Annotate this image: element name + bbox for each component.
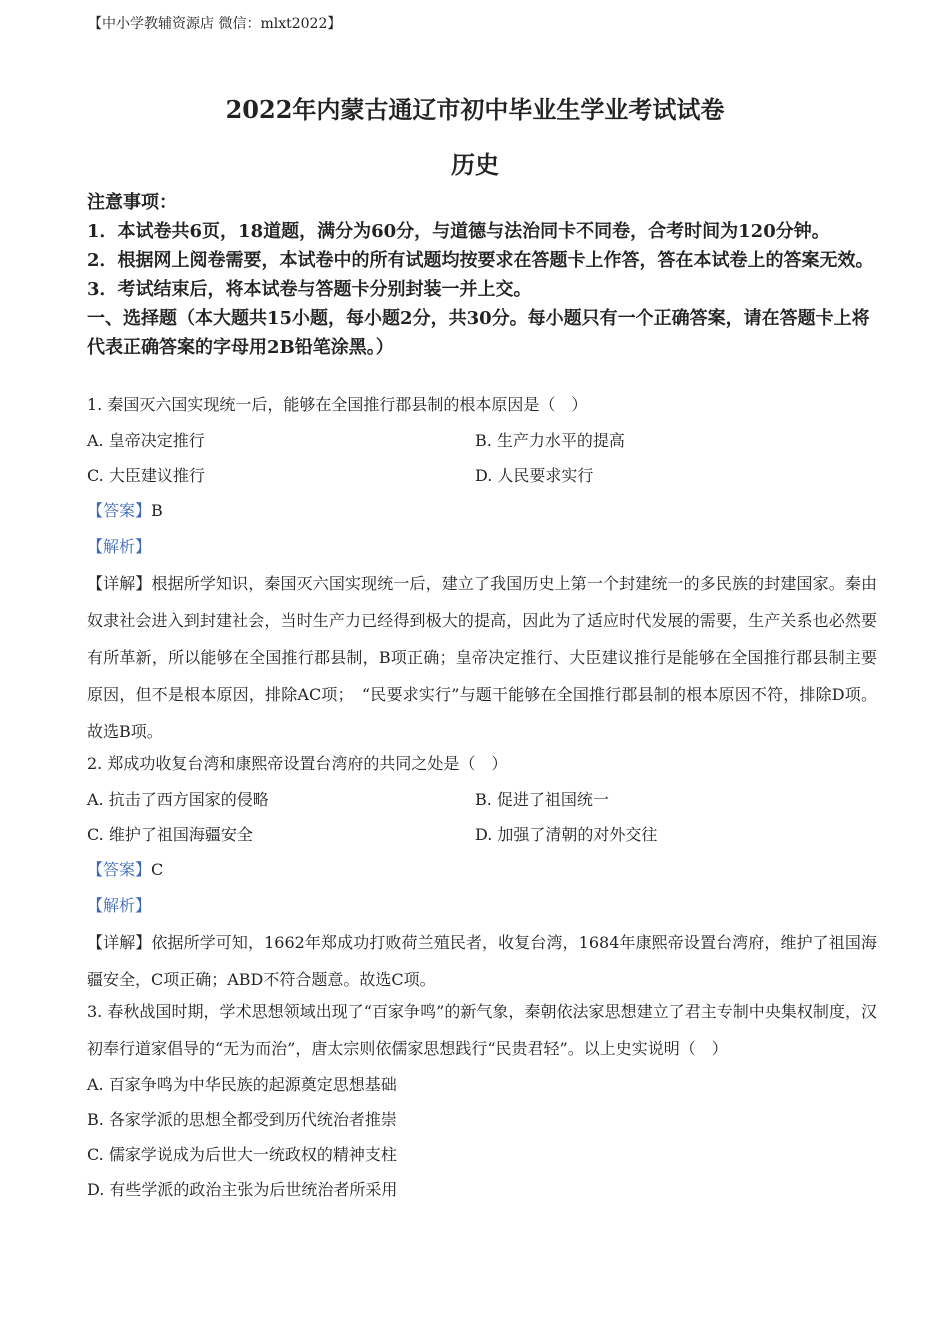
options-row	[87, 458, 877, 493]
section-heading: 一、选择题（本大题共15小题，每小题2分，共30分。每小题只有一个正确答案，请在答题卡上将代表正确答案的字母用2B铅笔涂黑。）	[87, 308, 870, 358]
answer-line	[87, 852, 877, 888]
option-d: D. 人民要求实行	[475, 466, 594, 485]
option-d-row	[87, 1172, 877, 1207]
option-a: A. 百家争鸣为中华民族的起源奠定思想基础	[87, 1075, 397, 1094]
header-note: 【中小学教辅资源店 微信：mlxt2022】	[88, 16, 342, 32]
answer-line	[87, 493, 877, 529]
question-3	[87, 993, 877, 1207]
option-c: C. 维护了祖国海疆安全	[87, 825, 253, 844]
detail-paragraph: 【详解】依据所学可知，1662年郑成功打败荷兰殖民者，收复台湾，1684年康熙帝设置台湾府，维护了祖国海疆安全，C项正确；ABD不符合题意。故选C项。	[87, 933, 877, 989]
option-a: A. 皇帝决定推行	[87, 431, 205, 450]
option-b: B. 促进了祖国统一	[475, 790, 609, 809]
question-stem: 2. 郑成功收复台湾和康熙帝设置台湾府的共同之处是（ ）	[87, 754, 508, 773]
option-a-row	[87, 1067, 877, 1102]
detail-paragraph: 【详解】根据所学知识，秦国灭六国实现统一后，建立了我国历史上第一个封建统一的多民族的封建国家。秦由奴隶社会进入到封建社会，当时生产力已经得到极大的提高，因此为了适应时代发展的需要，生产关系也必然要有所革新，所以能够在全国推行郡县制，B项正确；皇帝决定推行、大臣建议推行是能够在全国推行郡县制主要原因，但不是根本原因，排除AC项； “民要求实行”与题干能够在全国推行郡县制的根本原因不符，排除D项。故选B项。	[87, 574, 877, 741]
analysis-tag: 【解析】	[87, 896, 152, 915]
question-stem: 3. 春秋战国时期，学术思想领域出现了“百家争鸣”的新气象，秦朝依法家思想建立了君主专制中央集权制度，汉初奉行道家倡导的“无为而治”，唐太宗则依儒家思想践行“民贵君轻”。以上史实说明（ ）	[87, 1002, 877, 1058]
option-b: B. 生产力水平的提高	[475, 431, 625, 450]
option-a: A. 抗击了西方国家的侵略	[87, 790, 269, 809]
option-c: C. 大臣建议推行	[87, 466, 205, 485]
notice-item-3: 3．考试结束后，将本试卷与答题卡分别封装一并上交。	[87, 279, 532, 300]
answer-value: C	[151, 860, 164, 879]
notice-heading: 注意事项：	[87, 192, 177, 213]
notice-item-1: 1．本试卷共6页，18道题，满分为60分，与道德与法治同卡不同卷，合考时间为120分钟。	[87, 221, 830, 242]
notice-item-2: 2．根据网上阅卷需要，本试卷中的所有试题均按要求在答题卡上作答，答在本试卷上的答案无效。	[87, 250, 874, 271]
question-1	[87, 387, 877, 750]
notice-block	[87, 188, 877, 362]
answer-value: B	[151, 501, 163, 520]
options-row	[87, 817, 877, 852]
answer-tag: 【答案】	[87, 501, 152, 520]
option-d: D. 加强了清朝的对外交往	[475, 825, 658, 844]
option-c: C. 儒家学说成为后世大一统政权的精神支柱	[87, 1145, 397, 1164]
question-2	[87, 746, 877, 998]
option-b: B. 各家学派的思想全都受到历代统治者推崇	[87, 1110, 397, 1129]
options-row	[87, 782, 877, 817]
question-stem: 1. 秦国灭六国实现统一后，能够在全国推行郡县制的根本原因是（ ）	[87, 395, 588, 414]
analysis-tag: 【解析】	[87, 537, 152, 556]
option-c-row	[87, 1137, 877, 1172]
subject-title: 历史	[451, 150, 499, 179]
option-b-row	[87, 1102, 877, 1137]
options-row	[87, 423, 877, 458]
exam-title: 2022年内蒙古通辽市初中毕业生学业考试试卷	[225, 95, 725, 124]
option-d: D. 有些学派的政治主张为后世统治者所采用	[87, 1180, 398, 1199]
answer-tag: 【答案】	[87, 860, 152, 879]
